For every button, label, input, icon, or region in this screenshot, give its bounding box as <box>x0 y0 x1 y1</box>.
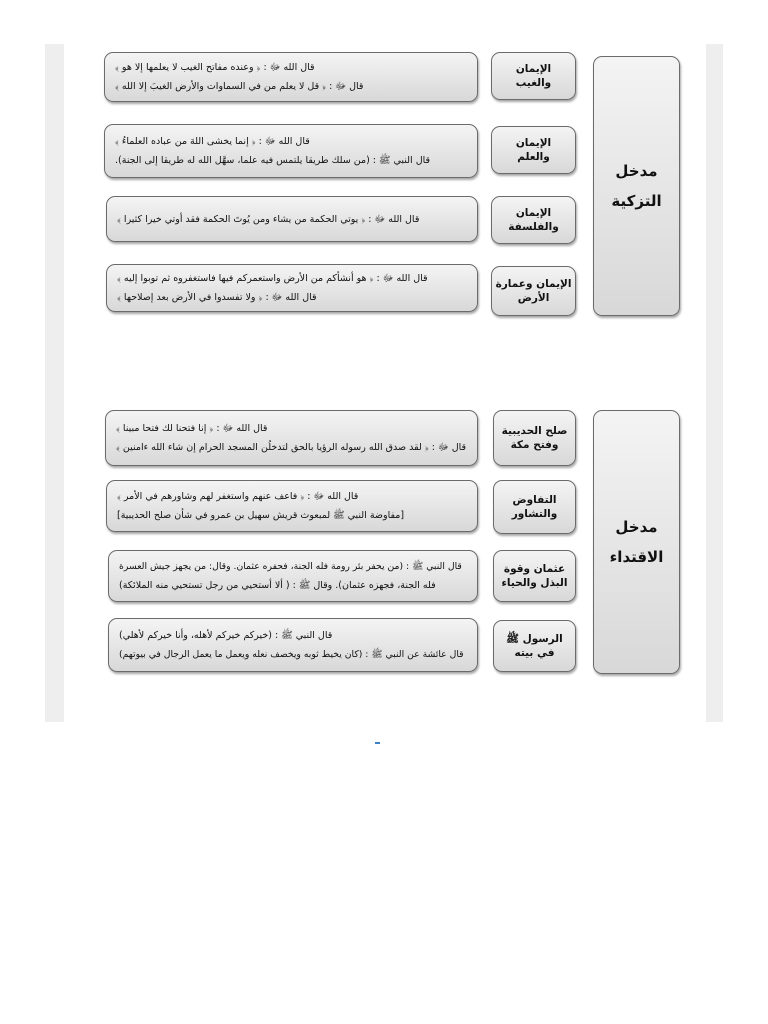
topic-sulh-hudaybiya <box>493 410 576 466</box>
content-line: قال الله ﷻ : ﴿ ولا تفسدوا في الأرض بعد إصلاحها ﴾ <box>117 292 317 303</box>
content-line: قال النبي ﷺ : (من سلك طريقا يلتمس فيه علما، سهَّل الله له طريقا إلى الجنة). <box>115 155 431 166</box>
topic-iman-falsafa <box>491 196 576 244</box>
section-title-line: التزكية <box>611 192 662 210</box>
content-iman-imarat-ard <box>106 264 478 312</box>
topic-line: التفاوض <box>512 494 557 506</box>
section-title-iqtida <box>593 410 680 674</box>
document-sheet <box>64 44 706 722</box>
topic-line: عثمان وقوة <box>503 563 566 575</box>
content-iman-falsafa <box>106 196 478 242</box>
topic-line: الإيمان وعمارة <box>495 278 572 290</box>
section-title-line: مدخل <box>615 162 658 180</box>
content-line: قال الله ﷻ : ﴿ فاعف عنهم واستغفر لهم وشاورهم في الأمر ﴾ <box>117 491 359 502</box>
content-rasul-bayt <box>108 618 478 672</box>
topic-rasul-bayt <box>493 620 576 672</box>
content-iman-ghayb <box>104 52 478 102</box>
topic-line: صلح الحديبية <box>501 425 568 437</box>
topic-line: البذل والحياء <box>501 577 568 589</box>
topic-line: والفلسفة <box>508 221 559 233</box>
topic-tafawud-tashawur <box>493 480 576 534</box>
topic-line: الإيمان <box>515 207 552 219</box>
topic-line: الرسول ﷺ <box>506 633 563 645</box>
content-line: فله الجنة، فجهزه عثمان). وقال ﷺ : ( ألا أستحيي من رجل تستحيي منه الملائكة) <box>119 580 436 591</box>
content-line: قال الله ﷻ : ﴿ إنما يخشى اللهَ من عباده العلماءُ ﴾ <box>115 136 310 147</box>
topic-line: وفتح مكة <box>510 439 559 451</box>
content-line: قال الله ﷻ : ﴿ هو أنشأكم من الأرض واستعمركم فيها فاستغفروه ثم توبوا إليه ﴾ <box>117 273 428 284</box>
topic-line: والعلم <box>517 151 550 163</box>
content-line: قال الله ﷻ : ﴿ وعنده مفاتح الغيب لا يعلمها إلا هو ﴾ <box>115 62 315 73</box>
content-sulh-hudaybiya <box>105 410 478 466</box>
content-line: قال الله ﷻ : ﴿ إنا فتحنا لك فتحا مبينا ﴾ <box>116 423 268 434</box>
topic-iman-ilm <box>491 126 576 174</box>
topic-line: الإيمان <box>515 63 552 75</box>
content-line: قال عائشة عن النبي ﷺ : (كان يخيط ثوبه ويخصف نعله ويعمل ما يعمل الرجال في بيوتهم) <box>119 649 464 660</box>
topic-uthman <box>493 550 576 602</box>
section-title-line: الاقتداء <box>609 548 664 566</box>
content-uthman <box>108 550 478 602</box>
content-line: [مفاوضة النبي ﷺ لمبعوث قريش سهيل بن عمرو في شأن صلح الحديبية] <box>117 510 405 521</box>
content-tafawud-tashawur <box>106 480 478 532</box>
content-line: قال النبي ﷺ : (خيركم خيركم لأهله، وأنا خيركم لأهلي) <box>119 630 333 641</box>
topic-iman-imarat-ard <box>491 266 576 316</box>
topic-line: والتشاور <box>511 508 558 520</box>
topic-line: والغيب <box>515 77 552 89</box>
content-iman-ilm <box>104 124 478 178</box>
topic-line: الإيمان <box>515 137 552 149</box>
content-line: قال ﷻ : ﴿ لقد صدق الله رسوله الرؤيا بالحق لتدخلُن المسجد الحرام إن شاء الله ءامنين ﴾ <box>116 442 467 453</box>
page-marker <box>375 742 380 744</box>
topic-line: في بيته <box>514 647 555 659</box>
content-line: قال النبي ﷺ : (من يحفر بئر رومة فله الجنة، فحفره عثمان. وقال: من يجهز جيش العسرة <box>119 561 462 572</box>
section-title-line: مدخل <box>615 518 658 536</box>
topic-iman-ghayb <box>491 52 576 100</box>
content-line: قال ﷻ : ﴿ قل لا يعلم من في السماوات والأرض الغيبَ إلا الله ﴾ <box>115 81 364 92</box>
section-title-tazkiya <box>593 56 680 316</box>
topic-line: الأرض <box>517 292 550 304</box>
content-line: قال الله ﷻ : ﴿ يوتي الحكمة من يشاء ومن يُوتَ الحكمة فقد أوتي خيرا كثيرا ﴾ <box>117 213 420 225</box>
